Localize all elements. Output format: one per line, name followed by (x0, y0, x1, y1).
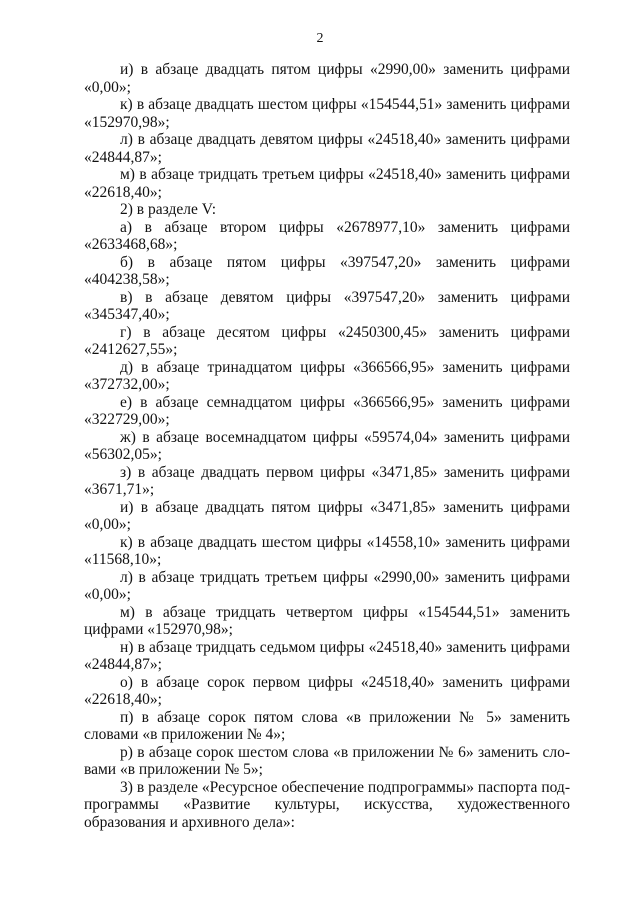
paragraph-item-b: б) в абзаце пятом цифры «397547,20» заменить цифрами «404238,58»; (84, 253, 570, 288)
paragraph-item-a: а) в абзаце втором цифры «2678977,10» заменить цифрами «2633468,68»; (84, 218, 570, 253)
page-number: 2 (316, 31, 324, 46)
paragraph-item-r: р) в абзаце сорок шестом слова «в приложении № 6» заменить словами «в приложении № 5»; (84, 743, 570, 778)
paragraph-item-k: к) в абзаце двадцать шестом цифры «154544,51» заменить цифрами «152970,98»; (84, 96, 570, 131)
paragraph-item-m: м) в абзаце тридцать третьем цифры «24518,40» заменить цифрами «22618,40»; (84, 166, 570, 201)
paragraph-item-k2: к) в абзаце двадцать шестом цифры «14558,10» заменить цифрами «11568,10»; (84, 533, 570, 568)
paragraph-item-v: в) в абзаце девятом цифры «397547,20» заменить цифрами «345347,40»; (84, 288, 570, 323)
paragraph-item-d: д) в абзаце тринадцатом цифры «366566,95» заменить цифрами «372732,00»; (84, 358, 570, 393)
paragraph-item-e: е) в абзаце семнадцатом цифры «366566,95» заменить цифрами «322729,00»; (84, 393, 570, 428)
paragraph-item-zh: ж) в абзаце восемнадцатом цифры «59574,04» заменить цифрами «56302,05»; (84, 428, 570, 463)
paragraph-section-v: 2) в разделе V: (120, 201, 217, 218)
paragraph-item-i2: и) в абзаце двадцать пятом цифры «3471,85» заменить цифрами «0,00»; (84, 498, 570, 533)
paragraph-item-o: о) в абзаце сорок первом цифры «24518,40» заменить цифрами «22618,40»; (84, 673, 570, 708)
paragraph-item-m2: м) в абзаце тридцать четвертом цифры «154544,51» заменить цифрами «152970,98»; (84, 603, 570, 638)
paragraph-item-n: н) в абзаце тридцать седьмом цифры «24518,40» заменить цифрами «24844,87»; (84, 638, 570, 673)
document-body (84, 61, 570, 831)
paragraph-item-i: и) в абзаце двадцать пятом цифры «2990,00» заменить цифрами «0,00»; (84, 61, 570, 96)
paragraph-item-l: л) в абзаце двадцать девятом цифры «24518,40» заменить цифрами «24844,87»; (84, 131, 570, 166)
paragraph-item-g: г) в абзаце десятом цифры «2450300,45» заменить цифрами «2412627,55»; (84, 323, 570, 358)
paragraph-section-3: 3) в разделе «Ресурсное обеспечение подпрограммы» паспорта подпрограммы «Развитие культуры, искусства, художественного образования и архивного дела»: (84, 778, 570, 831)
paragraph-item-l2: л) в абзаце тридцать третьем цифры «2990,00» заменить цифрами «0,00»; (84, 568, 570, 603)
paragraph-item-p: п) в абзаце сорок пятом слова «в приложении № 5» заменить словами «в приложении № 4»; (84, 708, 570, 743)
paragraph-item-z: з) в абзаце двадцать первом цифры «3471,85» заменить цифрами «3671,71»; (84, 463, 570, 498)
